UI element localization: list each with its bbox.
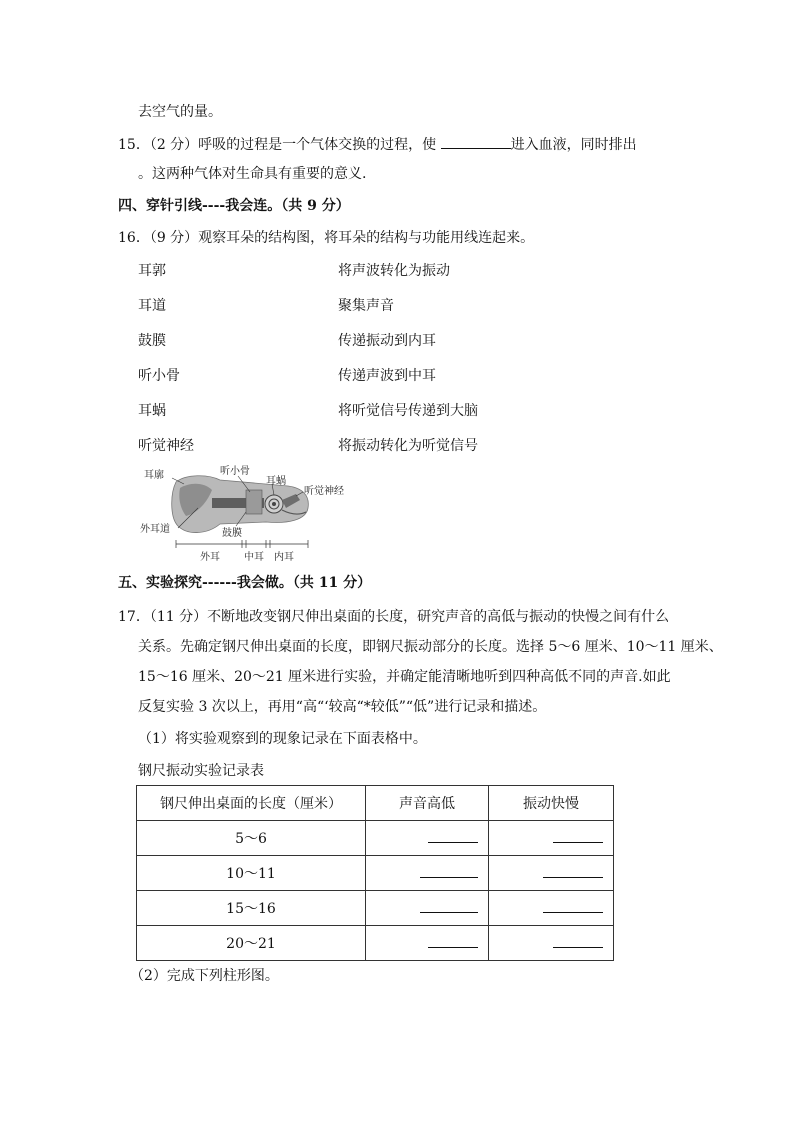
pitch-blank-cell[interactable] (366, 856, 489, 891)
function-item[interactable]: 将声波转化为振动 (338, 263, 450, 279)
table-cell-length: 20～21 (137, 926, 366, 961)
function-item[interactable]: 将振动转化为听觉信号 (338, 438, 478, 454)
record-table (136, 785, 614, 961)
label-zhonger: 中耳 (244, 552, 264, 563)
structure-item[interactable]: 耳道 (138, 298, 166, 314)
table-row (137, 856, 614, 891)
speed-blank-cell[interactable] (489, 856, 614, 891)
table-header-row (137, 786, 614, 821)
label-tingxiaogu: 听小骨 (220, 466, 250, 477)
table-row (137, 891, 614, 926)
pitch-blank-cell[interactable] (366, 926, 489, 961)
answer-blank[interactable] (420, 900, 478, 913)
table-header-pitch: 声音高低 (366, 786, 489, 821)
function-item[interactable]: 聚集声音 (338, 298, 394, 314)
question-17-line-3: 15～16 厘米、20～21 厘米进行实验，并确定能清晰地听到四种高低不同的声音.如此 (138, 669, 671, 685)
structure-item[interactable]: 耳蜗 (138, 403, 166, 419)
table-title: 钢尺振动实验记录表 (138, 763, 264, 779)
q15-stem: 15．（2 分）呼吸的过程是一个气体交换的过程，使 (118, 137, 441, 153)
table-row (137, 821, 614, 856)
table-row (137, 926, 614, 961)
table-cell-length: 5～6 (137, 821, 366, 856)
table-header-length: 钢尺伸出桌面的长度（厘米） (137, 786, 366, 821)
q15-stem-end: 进入血液，同时排出 (510, 137, 637, 153)
question-17-line-4: 反复实验 3 次以上，再用“高“‘较高“*较低”“低”进行记录和描述。 (138, 699, 547, 715)
pitch-blank-cell[interactable] (366, 891, 489, 926)
sub-question-1: （1）将实验观察到的现象记录在下面表格中。 (138, 731, 427, 747)
answer-blank[interactable] (420, 865, 478, 878)
question-17-line-2: 关系。先确定钢尺伸出桌面的长度，即钢尺振动部分的长度。选择 5～6 厘米、10～11 厘米、 (138, 639, 723, 655)
function-item[interactable]: 传递声波到中耳 (338, 368, 436, 384)
answer-blank[interactable] (428, 935, 478, 948)
ear-structure-figure (138, 464, 360, 564)
function-item[interactable]: 传递振动到内耳 (338, 333, 436, 349)
q15-continuation: 。这两种气体对生命具有重要的意义. (138, 166, 367, 182)
structure-item[interactable]: 听小骨 (138, 368, 180, 384)
structure-item[interactable]: 听觉神经 (138, 438, 194, 454)
label-tingjueshenjing: 听觉神经 (304, 486, 344, 497)
label-gumo: 鼓膜 (222, 528, 242, 539)
table-cell-length: 15～16 (137, 891, 366, 926)
label-waierdao: 外耳道 (140, 524, 170, 535)
answer-blank[interactable] (553, 935, 603, 948)
table-header-speed: 振动快慢 (489, 786, 614, 821)
table-cell-length: 10～11 (137, 856, 366, 891)
text-line-top: 去空气的量。 (138, 104, 222, 120)
structure-item[interactable]: 耳郭 (138, 263, 166, 279)
pitch-blank-cell[interactable] (366, 821, 489, 856)
speed-blank-cell[interactable] (489, 891, 614, 926)
question-17-line-1: 17．（11 分）不断地改变钢尺伸出桌面的长度，研究声音的高低与振动的快慢之间有什么 (118, 609, 670, 625)
function-item[interactable]: 将听觉信号传递到大脑 (338, 403, 478, 419)
label-neier: 内耳 (274, 552, 294, 563)
question-15 (118, 134, 637, 155)
q15-answer-blank[interactable] (441, 134, 511, 149)
speed-blank-cell[interactable] (489, 821, 614, 856)
answer-blank[interactable] (428, 830, 478, 843)
question-16: 16．（9 分）观察耳朵的结构图，将耳朵的结构与功能用线连起来。 (118, 230, 535, 246)
label-waier: 外耳 (200, 552, 220, 563)
speed-blank-cell[interactable] (489, 926, 614, 961)
answer-blank[interactable] (553, 830, 603, 843)
label-erkuo: 耳廓 (144, 470, 164, 481)
label-erwo: 耳蜗 (266, 476, 286, 487)
answer-blank[interactable] (543, 900, 603, 913)
answer-blank[interactable] (543, 865, 603, 878)
structure-item[interactable]: 鼓膜 (138, 333, 166, 349)
section-4-heading: 四、穿针引线----我会连。（共 9 分） (118, 198, 350, 214)
section-5-heading: 五、实验探究------我会做。（共 11 分） (118, 575, 372, 591)
sub-question-2: （2）完成下列柱形图。 (130, 968, 279, 984)
